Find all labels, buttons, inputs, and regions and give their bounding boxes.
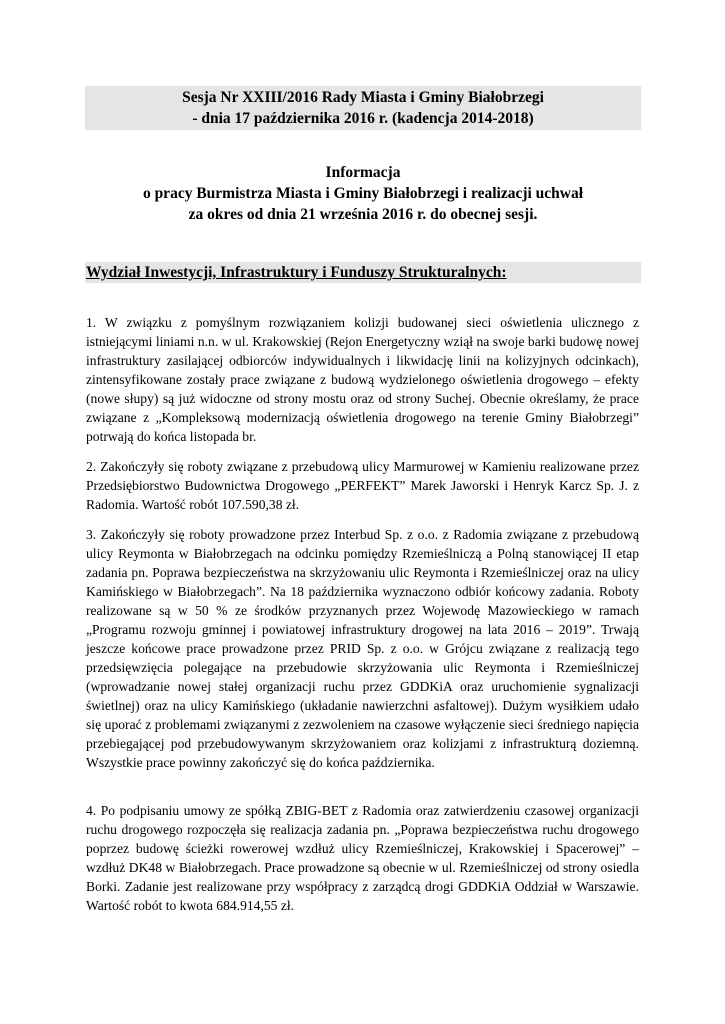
paragraph-1: 1. W związku z pomyślnym rozwiązaniem kolizji budowanej sieci oświetlenia ulicznego z istniejącymi liniami n.n. w ul. Krakowskiej (Rejon Energetyczny wziął na swoje barki budowę nowej infrastruktury zasilającej odbiorców indywidualnych i likwidację linii na kolizyjnych odcinkach), zintensyfikowane zostały prace związane z budową wydzielonego oświetlenia drogowego – efekty (nowe słupy) są już widoczne od strony mostu oraz od strony Suchej. Obecnie określamy, że prace związane z „Kompleksową modernizacją oświetlenia drogowego na terenie Gminy Białobrzegi” potrwają do końca listopada br. xyxy=(86,315,639,444)
session-title: Sesja Nr XXIII/2016 Rady Miasta i Gminy Białobrzegi xyxy=(182,89,544,106)
paragraph-4: 4. Po podpisaniu umowy ze spółką ZBIG-BET z Radomia oraz zatwierdzeniu czasowej organizacji ruchu drogowego rozpoczęła się realizacja zadania pn. „Poprawa bezpieczeństwa ruchu drogowego poprzez budowę ścieżki rowerowej wzdłuż ulicy Rzemieślniczej, Krakowskiej i Spacerowej” – wzdłuż DK48 w Białobrzegach. Prace prowadzone są obecnie w ul. Rzemieślniczej od strony osiedla Borki. Zadanie jest realizowane przy współpracy z zarządcą drogi GDDKiA Oddział w Warszawie. Wartość robót to kwota 684.914,55 zł. xyxy=(86,803,639,913)
report-title: Informacja xyxy=(325,164,401,181)
department-heading: Wydział Inwestycji, Infrastruktury i Funduszy Strukturalnych: xyxy=(85,262,641,283)
report-subtitle: o pracy Burmistrza Miasta i Gminy Białobrzegi i realizacji uchwał xyxy=(142,185,584,202)
report-title-block xyxy=(85,162,641,225)
session-date: - dnia 17 października 2016 r. (kadencja 2014-2018) xyxy=(192,110,534,127)
paragraph-3: 3. Zakończyły się roboty prowadzone przez Interbud Sp. z o.o. z Radomia związane z przebudową ulicy Reymonta w Białobrzegach na odcinku pomiędzy Rzemieślniczą a Polną stanowiącej II etap zadania pn. Poprawa bezpieczeństwa na skrzyżowaniu ulic Reymonta i Rzemieślniczej oraz na ulicy Kamińskiego w Białobrzegach”. Na 18 października wyznaczono odbiór końcowy zadania. Roboty realizowane są w 50 % ze środków przyznanych przez Wojewodę Mazowieckiego w ramach „Programu rozwoju gminnej i powiatowej infrastruktury drogowej na lata 2016 – 2019”. Trwają jeszcze końcowe prace prowadzone przez PRID Sp. z o.o. w Grójcu związane z realizacją tego przedsięwzięcia polegające na przebudowie skrzyżowania ulic Reymonta i Rzemieślniczej (wprowadzanie nowej stałej organizacji ruchu przez GDDKiA oraz uruchomienie sygnalizacji świetlnej) oraz na ulicy Kamińskiego (układanie nawierzchni asfaltowej). Dużym wysiłkiem udało się uporać z problemami związanymi z zezwoleniem na czasowe wyłączenie sieci średniego napięcia przebiegającej pod przebudowywanym skrzyżowaniem oraz kolizjami z infrastrukturą doziemną. Wszystkie prace powinny zakończyć się do końca października. xyxy=(86,527,639,770)
session-header xyxy=(85,86,641,130)
report-period: za okres od dnia 21 września 2016 r. do obecnej sesji. xyxy=(188,206,538,223)
paragraph-2: 2. Zakończyły się roboty związane z przebudową ulicy Marmurowej w Kamieniu realizowane przez Przedsiębiorstwo Budownictwa Drogowego „PERFEKT” Marek Jaworski i Henryk Karcz Sp. J. z Radomia. Wartość robót 107.590,38 zł. xyxy=(86,459,639,512)
